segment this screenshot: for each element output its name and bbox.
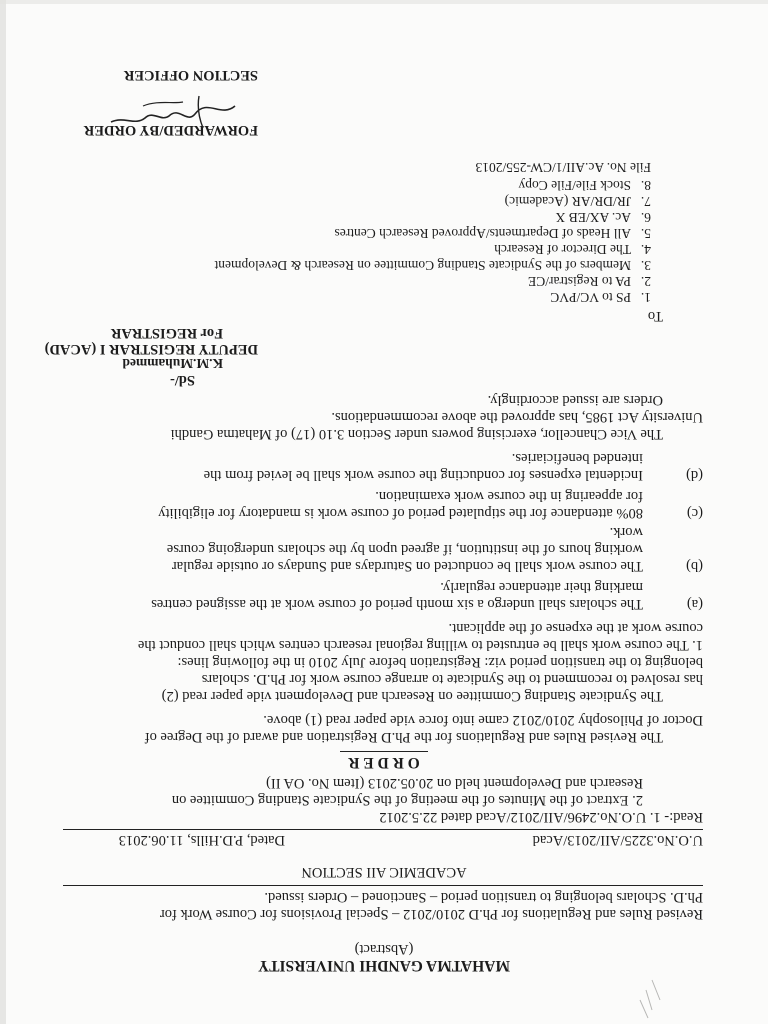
university-name: MAHATMA GANDHI UNIVERSITY xyxy=(257,957,511,974)
order-underline xyxy=(340,751,428,752)
para3-line2: University Act 1985, has approved the above recommendations. xyxy=(331,409,703,425)
forwarded-by-order: FORWARDED/BY ORDER xyxy=(83,122,258,138)
sd-mark: Sd/- xyxy=(170,372,195,388)
read-1: Read:- 1. U.O.No.2496/AII/2012/Acad dated 22.5.2012 xyxy=(379,809,703,825)
item-b-label: (b) xyxy=(686,558,703,574)
para2-line1: The Syndicate Standing Committee on Research and Development vide paper read (2) xyxy=(161,688,663,704)
para1-line1: The Revised Rules and Regulations for the Ph.D Registration and award of the Degree of xyxy=(144,729,663,745)
para2-line4: 1. The course work shall be entrusted to willing regional research centres which shall conduct the xyxy=(137,637,703,653)
dist-item-6: Ac. AX/EB X xyxy=(555,210,631,225)
dist-item-2: PA to Registrar/CE xyxy=(527,274,631,289)
header-divider xyxy=(63,885,703,886)
item-a-label: (a) xyxy=(686,596,703,612)
dist-num-1: 1. xyxy=(640,290,651,305)
uo-number: U.O.No.3225/AII/2013/Acad xyxy=(532,832,703,848)
item-a-line2: marking their attendance regularly. xyxy=(440,579,643,595)
dist-num-4: 4. xyxy=(640,242,651,257)
section-officer: SECTION OFFICER xyxy=(123,67,258,83)
subject-line-2: Ph.D. Scholars belonging to transition period – Sanctioned – Orders issued. xyxy=(264,889,703,905)
to-label: To xyxy=(647,308,663,324)
dist-item-1: PS to VC/PVC xyxy=(550,290,631,305)
item-c-line1: 80% attendance for the stipulated period of course work is mandatory for eligibility xyxy=(158,505,643,521)
item-d-line2: intended beneficiaries. xyxy=(511,450,643,466)
dated: Dated, P.D.Hills, 11.06.2013 xyxy=(118,832,285,848)
order-heading: O R D E R xyxy=(348,754,420,771)
abstract-label: (Abstract) xyxy=(354,941,414,957)
for-registrar: For REGISTRAR xyxy=(110,325,223,341)
read-2b: Research and Development held on 20.05.2013 (Item No. OA II) xyxy=(266,775,643,791)
signatory-name: K.M.Muhammed xyxy=(122,356,223,371)
handwritten-signature xyxy=(103,90,243,136)
dist-item-3: Members of the Syndicate Standing Committee on Research & Development xyxy=(214,258,631,273)
signatory-designation: DEPUTY REGISTRAR I (ACAD) xyxy=(44,341,258,357)
para2-line2: has resolved to recommend to the Syndicate to arrange course work for Ph.D. scholars xyxy=(201,671,703,687)
dist-num-3: 3. xyxy=(640,258,651,273)
item-b-line1: The course work shall be conducted on Saturdays and Sundays or outside regular xyxy=(171,558,643,574)
dist-item-8: Stock File/File Copy xyxy=(518,178,631,193)
dist-num-8: 8. xyxy=(640,178,651,193)
file-number: File No. Ac.AII/1/CW-255/2013 xyxy=(475,160,651,175)
item-a-line1: The scholars shall undergo a six month period of course work at the assigned centres xyxy=(151,596,643,612)
item-d-label: (d) xyxy=(686,467,703,483)
item-c-line2: for appearing in the course work examination. xyxy=(375,488,643,504)
dist-item-5: All Heads of Departments/Approved Research Centres xyxy=(334,226,631,241)
reference-divider xyxy=(63,829,703,830)
para2-line3: belonging to the transition period viz: Registration before July 2010 in the following lines: xyxy=(177,654,703,670)
dist-num-7: 7. xyxy=(640,194,651,209)
para1-line2: Doctor of Philosophy 2010/2012 came into force vide paper read (1) above. xyxy=(263,712,703,728)
dist-num-2: 2. xyxy=(640,274,651,289)
item-d-line1: Incidental expenses for conducting the course work shall be levied from the xyxy=(203,467,643,483)
item-b-line2: working hours of the institution, if agreed upon by the scholars undergoing course xyxy=(166,541,643,557)
para3-line1: The Vice Chancellor, exercising powers under Section 3.10 (17) of Mahatma Gandhi xyxy=(170,426,663,442)
dist-num-5: 5. xyxy=(640,226,651,241)
dist-item-4: The Director of Research xyxy=(494,242,631,257)
read-2a: 2. Extract of the Minutes of the meeting of the Syndicate Standing Committee on xyxy=(171,792,643,808)
para2-line5: course work at the expense of the applicant. xyxy=(448,620,703,636)
para3-line3: Orders are issued accordingly. xyxy=(487,392,663,408)
section-title: ACADEMIC AII SECTION xyxy=(301,864,467,880)
dist-item-7: JR/DR/AR (Academic) xyxy=(504,194,631,209)
dist-num-6: 6. xyxy=(640,210,651,225)
item-c-label: (c) xyxy=(686,505,703,521)
item-b-line3: work. xyxy=(609,524,643,540)
subject-line-1: Revised Rules and Regulations for Ph.D 2010/2012 – Special Provisions for Course Work for xyxy=(159,906,703,922)
